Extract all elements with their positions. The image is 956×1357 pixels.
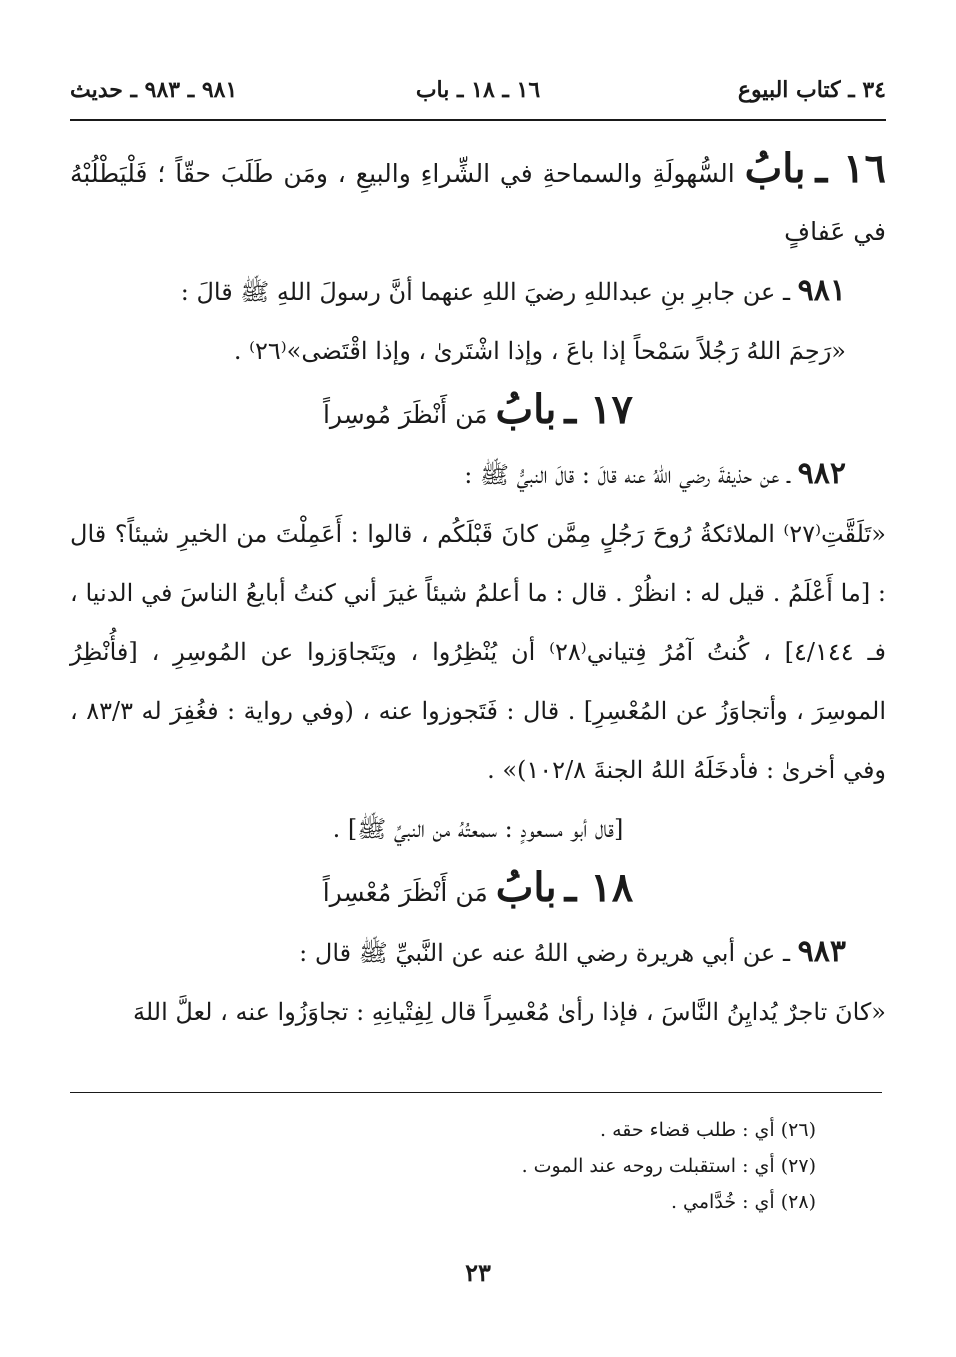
chapter-title: مَن أَنْظَرَ مُوسِراً <box>322 400 488 429</box>
hadith-isnad: ـ عن جابرِ بنِ عبداللهِ رضيَ اللهِ عنهما أنَّ رسولَ اللهِ ﷺ قالَ : <box>180 278 791 306</box>
page-number: ٢٣ <box>465 1258 491 1287</box>
running-head-hadith-range: ٩٨١ ـ ٩٨٣ ـ حديث <box>70 77 238 103</box>
hadith-number: ٩٨٢ <box>797 456 846 491</box>
page-body <box>70 140 886 1042</box>
hadith-isnad: ـ عن حذيفةَ رضي اللهُ عنه قالَ : قالَ النبيُّ ﷺ : <box>464 461 791 489</box>
chapter-word: بابُ <box>495 864 557 911</box>
hadith-981-intro <box>70 261 886 322</box>
footnote-rule <box>70 1092 882 1093</box>
chapter-word: بابُ <box>744 145 806 192</box>
footnote-27: (٢٧) أي : استقبلت روحه عند الموت . <box>521 1155 816 1177</box>
header-rule <box>70 119 886 121</box>
footnotes <box>70 1112 816 1220</box>
running-head-chapters: ١٦ ـ ١٨ ـ باب <box>415 77 541 103</box>
hadith-982-note: [قال أبو مسعودٍ : سمعتُهُ من النبيِّ ﷺ] . <box>332 815 624 843</box>
hadith-982-text: «تَلَقَّتِ⁽٢٧⁾ الملائكةُ رُوحَ رَجُلٍ مِمَّن كانَ قَبْلَكُم ، قالوا : أَعَمِلْتَ من الخيرِ شيئاً؟ قال : [ما أَعْلَمُ . قيل له : انظُرْ . قال : ما أعلمُ شيئاً غيرَ أني كنتُ أبايعُ الناسَ في الدنيا ، فـ ٤/١٤٤] ، كُنتُ آمُرُ فِتياني⁽٢٨⁾ أن يُنْظِرُوا ، ويَتَجاوَزوا عن المُوسِرِ ، [فأُنْظِرُ الموسِرَ ، وأتجاوَزُ عن المُعْسِرِ] . قال : فَتَجوزوا عنه ، (وفي رواية : فغُفِرَ له ٨٣/٣ ، وفي أخرىٰ : فأدخَلَهُ اللهُ الجنةَ ١٠٢/٨)» . <box>70 520 887 784</box>
hadith-number: ٩٨١ <box>797 273 846 308</box>
chapter-17-heading <box>70 381 886 444</box>
running-head <box>70 70 886 110</box>
footnote-28: (٢٨) أي : خُدَّامي . <box>670 1191 816 1213</box>
chapter-title: السُّهولَةِ والسماحةِ في الشِّراءِ والبيعِ ، ومَن طَلَبَ حقّاً ؛ فَلْيَطْلُبْهُ في عَفافٍ <box>70 159 886 246</box>
chapter-18-heading <box>70 859 886 922</box>
chapter-number: ١٧ ـ <box>564 386 634 433</box>
chapter-16-heading <box>70 140 886 261</box>
hadith-982-intro <box>70 444 886 505</box>
chapter-number: ١٨ ـ <box>564 864 634 911</box>
chapter-title: مَن أَنْظَرَ مُعْسِراً <box>322 878 488 907</box>
hadith-981-text: «رَحِمَ اللهُ رَجُلاً سَمْحاً إذا باعَ ، وإذا اشْتَرىٰ ، وإذا اقْتَضى»⁽٢٦⁾ . <box>233 337 846 365</box>
running-head-book: ٣٤ ـ كتاب البيوع <box>737 77 886 103</box>
chapter-number: ١٦ ـ <box>815 145 886 192</box>
hadith-number: ٩٨٣ <box>797 934 846 969</box>
hadith-983-text: «كانَ تاجرٌ يُدايِنُ النَّاسَ ، فإذا رأىٰ مُعْسِراً قال لِفِتْيانِهِ : تجاوَزُوا عنه ، لعلَّ اللهَ <box>132 998 886 1026</box>
hadith-983-intro <box>70 922 886 983</box>
hadith-isnad: ـ عن أبي هريرة رضي اللهُ عنه عن النَّبيِّ ﷺ قال : <box>299 939 791 967</box>
footnote-26: (٢٦) أي : طلب قضاء حقه . <box>600 1119 816 1141</box>
chapter-word: بابُ <box>495 386 557 433</box>
